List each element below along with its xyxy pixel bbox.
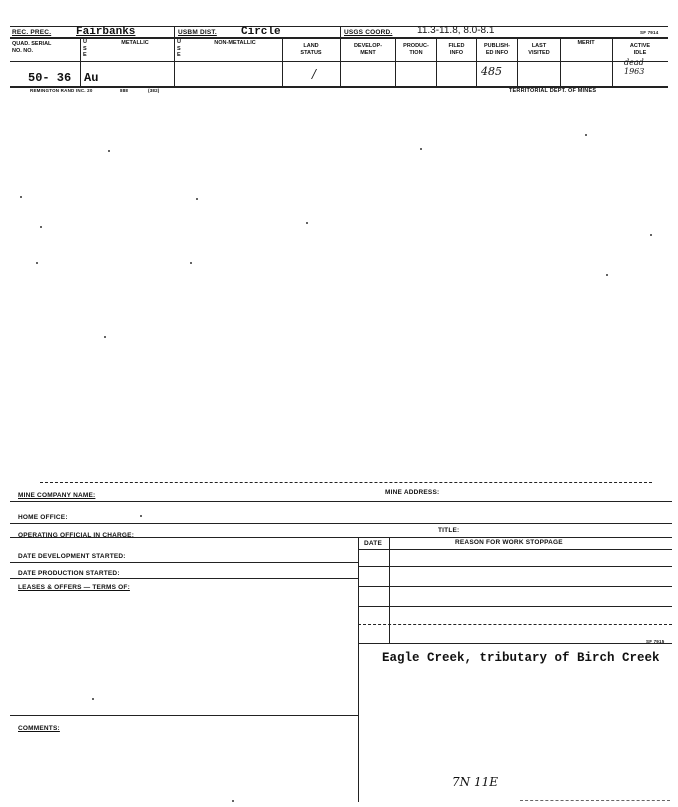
rule [358, 549, 672, 550]
township-range: 7N 11E [452, 775, 498, 789]
vrule [476, 37, 477, 86]
col-metallic: METALLIC [121, 40, 149, 46]
title-label: TITLE: [438, 527, 460, 534]
header-rule-3 [10, 61, 668, 62]
speckle [606, 274, 608, 276]
col-last-visited: LAST VISITED [528, 43, 550, 56]
rule [10, 537, 672, 538]
speckle [232, 800, 234, 802]
speckle [190, 262, 192, 264]
col-use-metallic: U S E [83, 39, 87, 58]
date-development-started-label: DATE DEVELOPMENT STARTED: [18, 553, 126, 560]
rule [10, 501, 672, 502]
mine-address-label: MINE ADDRESS: [385, 489, 440, 496]
speckle [36, 262, 38, 264]
form-number-top: SF 7914 [640, 30, 659, 35]
vrule [340, 26, 341, 37]
date-column-divider [389, 537, 390, 643]
printer-credit: REMINGTON RAND INC. 20 [30, 88, 93, 93]
rule [10, 562, 358, 563]
date-production-started-label: DATE PRODUCTION STARTED: [18, 570, 120, 577]
rec-prec-value: Fairbanks [76, 26, 136, 38]
speckle [585, 134, 587, 136]
department-credit: TERRITORIAL DEPT. OF MINES [509, 88, 597, 94]
right-panel-divider [358, 537, 359, 802]
mine-company-name-label: MINE COMPANY NAME: [18, 492, 96, 499]
vrule [395, 37, 396, 86]
vrule [436, 37, 437, 86]
speckle [140, 515, 142, 517]
operating-official-label: OPERATING OFFICIAL IN CHARGE: [18, 532, 135, 539]
home-office-label: HOME OFFICE: [18, 514, 68, 521]
rule [358, 624, 672, 625]
speckle [420, 148, 422, 150]
col-land-status: LAND STATUS [300, 43, 322, 56]
vrule [174, 26, 175, 37]
row-active-idle: dead 1963 [624, 58, 645, 76]
col-published-info: PUBLISH- ED INFO [484, 43, 510, 56]
rule [10, 715, 358, 716]
speckle [40, 226, 42, 228]
printer-code-1: 888 [120, 88, 129, 93]
speckle [92, 698, 94, 700]
col-development: DEVELOP- MENT [353, 43, 383, 56]
rule [358, 566, 672, 567]
speckle [650, 234, 652, 236]
col-production: PRODUC- TION [403, 43, 429, 56]
vrule [612, 37, 613, 86]
col-active-idle: ACTIVE IDLE [629, 43, 651, 56]
speckle [20, 196, 22, 198]
col-non-metallic: NON-METALLIC [214, 40, 256, 46]
rule [520, 800, 670, 801]
row-published-info: 485 [481, 65, 502, 78]
speckle [104, 336, 106, 338]
usgs-coord-label: USGS COORD. [344, 29, 393, 36]
speckle [196, 198, 198, 200]
vrule [80, 37, 81, 86]
vrule [174, 37, 175, 86]
col-quad-serial: QUAD. SERIAL NO. NO. [12, 41, 52, 54]
leases-offers-label: LEASES & OFFERS — TERMS OF: [18, 584, 130, 591]
date-label: DATE [364, 540, 383, 547]
vrule [560, 37, 561, 86]
speckle [108, 150, 110, 152]
rule [10, 523, 672, 524]
printer-code-2: (382) [148, 88, 160, 93]
vrule [517, 37, 518, 86]
vrule [282, 37, 283, 86]
rule [358, 586, 672, 587]
usbm-dist-value: Circle [241, 26, 281, 38]
rule [10, 578, 358, 579]
col-use-nonmetallic: U S E [177, 39, 181, 58]
col-merit: MERIT [577, 40, 595, 46]
usbm-dist-label: USBM DIST. [178, 29, 217, 36]
speckle [306, 222, 308, 224]
row-quad-serial: 50- 36 [28, 71, 72, 85]
usgs-coord-value: 11.3-11.8, 8.0-8.1 [417, 25, 495, 36]
row-metallic: Au [84, 71, 99, 85]
rule [358, 606, 672, 607]
row-land-status: / [312, 67, 317, 81]
lower-top-rule [40, 482, 652, 483]
comments-label: COMMENTS: [18, 725, 60, 732]
location-text: Eagle Creek, tributary of Birch Creek [382, 651, 660, 665]
reason-label: REASON FOR WORK STOPPAGE [455, 539, 563, 546]
rec-prec-label: REC. PREC. [12, 29, 52, 36]
rule [358, 643, 672, 644]
form-number-bottom: SF 7915 [646, 639, 665, 644]
vrule [340, 37, 341, 86]
col-filed-info: FILED INFO [448, 43, 465, 56]
